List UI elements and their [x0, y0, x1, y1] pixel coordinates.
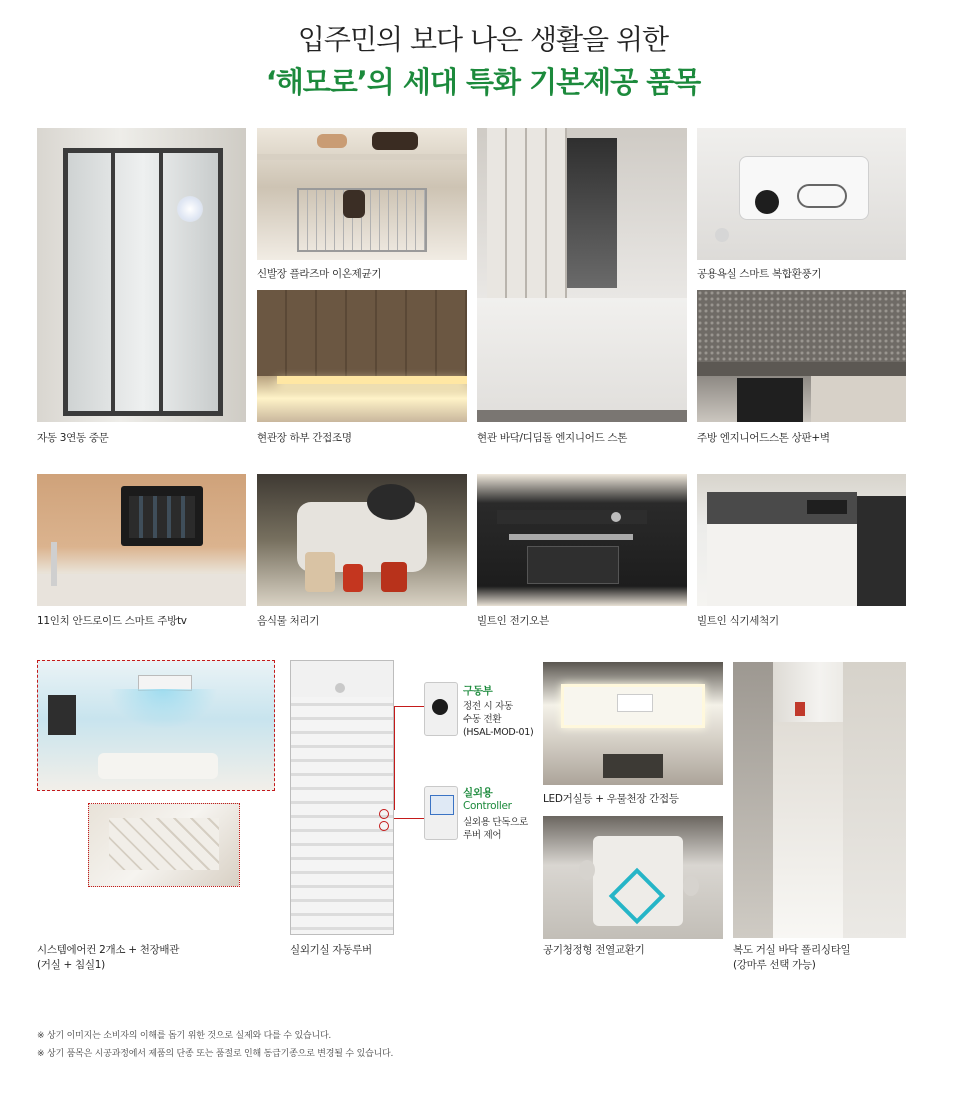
caption-food-disposer: 음식물 처리기: [257, 615, 320, 627]
caption-sliding-door: 자동 3연동 중문: [37, 432, 109, 444]
photo-shoe-cabinet-ionizer: [257, 128, 467, 260]
controller-title-1: 실외용: [463, 787, 493, 799]
photo-entrance-floor: [477, 128, 687, 422]
caption-corridor-tile-sub: (강마루 선택 가능): [733, 959, 816, 971]
controller-desc-2: 루버 제어: [463, 830, 502, 841]
page-title-line2: ‘해모로’의 세대 특화 기본제공 품목: [265, 65, 701, 99]
photo-erv: [543, 816, 723, 939]
caption-bathroom-fan: 공용욕실 스마트 복합환풍기: [697, 268, 822, 280]
caption-system-aircon: 시스템에어컨 2개소 + 천장배관: [37, 944, 180, 956]
caption-auto-louver: 실외기실 자동루버: [290, 944, 372, 956]
caption-entrance-floor: 현관 바닥/디딤돌 엔지니어드 스톤: [477, 432, 628, 444]
photo-bathroom-fan: [697, 128, 906, 260]
caption-corridor-tile: 복도 거실 바닥 폴리싱타일: [733, 944, 851, 956]
disclaimer-note-1: ※ 상기 이미지는 소비자의 이해를 돕기 위한 것으로 실제와 다를 수 있습니다.: [37, 1031, 332, 1041]
photo-kitchen-stone: [697, 290, 906, 422]
photo-floorplan-3d: [88, 803, 240, 887]
callout-line-controller: [394, 818, 424, 819]
controller-title-2: Controller: [463, 800, 512, 812]
callout-line-drive: [394, 706, 424, 810]
caption-kitchen-tv: 11인치 안드로이드 스마트 주방tv: [37, 615, 187, 627]
photo-sliding-door: [37, 128, 246, 422]
caption-electric-oven: 빌트인 전기오븐: [477, 615, 549, 627]
photo-kitchen-tv: [37, 474, 246, 606]
drive-unit-title: 구동부: [463, 685, 493, 697]
drive-unit-desc-3: (HSAL-MOD-01): [463, 727, 534, 738]
page-title-line1: 입주민의 보다 나은 생활을 위한: [297, 23, 669, 56]
drive-unit-desc-2: 수동 전환: [463, 714, 502, 725]
photo-corridor-tile: [733, 662, 906, 938]
photo-food-disposer: [257, 474, 467, 606]
controller-desc-1: 실외용 단독으로: [463, 817, 528, 828]
caption-erv: 공기청정형 전열교환기: [543, 944, 645, 956]
photo-auto-louver: [290, 660, 394, 935]
drive-unit-image: [424, 682, 458, 736]
caption-shoe-ionizer: 신발장 플라즈마 이온제균기: [257, 268, 382, 280]
drive-unit-desc-1: 정전 시 자동: [463, 701, 513, 712]
photo-system-aircon: [37, 660, 275, 791]
photo-led-ceiling: [543, 662, 723, 785]
controller-image: [424, 786, 458, 840]
photo-dishwasher: [697, 474, 906, 606]
disclaimer-note-2: ※ 상기 품목은 시공과정에서 제품의 단종 또는 품절로 인해 동급기종으로 변경될 수 있습니다.: [37, 1049, 394, 1059]
caption-indirect-light: 현관장 하부 간접조명: [257, 432, 352, 444]
caption-system-aircon-sub: (거실 + 침실1): [37, 959, 105, 971]
photo-entrance-indirect-light: [257, 290, 467, 422]
caption-led-ceiling: LED거실등 + 우물천장 간접등: [543, 793, 679, 805]
caption-dishwasher: 빌트인 식기세척기: [697, 615, 779, 627]
photo-electric-oven: [477, 474, 687, 606]
caption-kitchen-stone: 주방 엔지니어드스톤 상판+벽: [697, 432, 830, 444]
